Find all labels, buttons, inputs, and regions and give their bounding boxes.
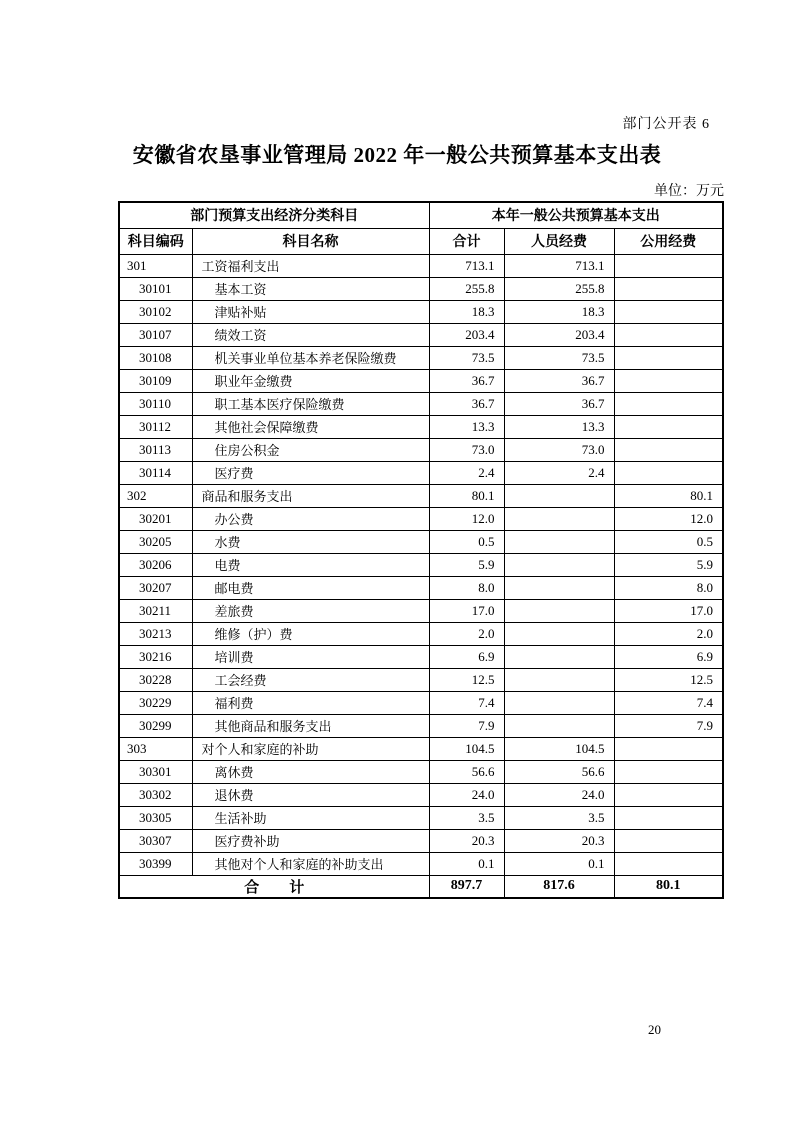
total-value-cell: 8.0 — [429, 576, 504, 599]
subject-name-cell: 办公费 — [192, 507, 429, 530]
public-value-cell — [614, 254, 723, 277]
public-value-cell — [614, 300, 723, 323]
personnel-value-cell: 56.6 — [504, 760, 614, 783]
total-value-cell: 73.5 — [429, 346, 504, 369]
total-value-cell: 7.4 — [429, 691, 504, 714]
personnel-value-cell: 20.3 — [504, 829, 614, 852]
table-row — [119, 806, 723, 829]
table-row — [119, 783, 723, 806]
table-row — [119, 300, 723, 323]
personnel-value-cell: 203.4 — [504, 323, 614, 346]
total-value-cell: 36.7 — [429, 369, 504, 392]
total-row — [119, 875, 723, 898]
subject-name-cell: 对个人和家庭的补助 — [192, 737, 429, 760]
budget-table — [118, 201, 724, 899]
subject-name-cell: 商品和服务支出 — [192, 484, 429, 507]
personnel-value-cell: 713.1 — [504, 254, 614, 277]
subject-code-cell: 30216 — [119, 645, 192, 668]
subject-name-cell: 医疗费补助 — [192, 829, 429, 852]
subject-code-cell: 30301 — [119, 760, 192, 783]
table-row — [119, 576, 723, 599]
subject-code-cell: 30110 — [119, 392, 192, 415]
total-value-cell: 713.1 — [429, 254, 504, 277]
total-value-cell: 18.3 — [429, 300, 504, 323]
public-value-cell: 0.5 — [614, 530, 723, 553]
total-value-cell: 20.3 — [429, 829, 504, 852]
subject-name-cell: 基本工资 — [192, 277, 429, 300]
public-value-cell: 12.0 — [614, 507, 723, 530]
table-row — [119, 714, 723, 737]
total-value-cell: 12.5 — [429, 668, 504, 691]
personnel-value-cell: 18.3 — [504, 300, 614, 323]
table-row — [119, 507, 723, 530]
col-header-total: 合计 — [429, 228, 504, 254]
subject-name-cell: 水费 — [192, 530, 429, 553]
subject-name-cell: 机关事业单位基本养老保险缴费 — [192, 346, 429, 369]
group-header-basic-expenditure: 本年一般公共预算基本支出 — [429, 202, 723, 228]
subject-code-cell: 30207 — [119, 576, 192, 599]
total-value-cell: 0.5 — [429, 530, 504, 553]
table-row — [119, 553, 723, 576]
table-row — [119, 461, 723, 484]
table-row — [119, 622, 723, 645]
subject-name-cell: 邮电费 — [192, 576, 429, 599]
subject-code-cell: 30213 — [119, 622, 192, 645]
total-value-cell: 12.0 — [429, 507, 504, 530]
public-value-cell — [614, 438, 723, 461]
total-value-cell: 255.8 — [429, 277, 504, 300]
total-row-total-value: 897.7 — [429, 875, 504, 898]
public-value-cell: 5.9 — [614, 553, 723, 576]
group-header-row — [119, 202, 723, 228]
public-value-cell — [614, 852, 723, 875]
column-header-row — [119, 228, 723, 254]
corner-table-label: 部门公开表 6 — [622, 117, 710, 132]
subject-name-cell: 其他商品和服务支出 — [192, 714, 429, 737]
subject-name-cell: 差旅费 — [192, 599, 429, 622]
public-value-cell — [614, 806, 723, 829]
public-value-cell — [614, 415, 723, 438]
col-header-subject-code: 科目编码 — [119, 228, 192, 254]
public-value-cell — [614, 783, 723, 806]
subject-name-cell: 工会经费 — [192, 668, 429, 691]
table-row — [119, 645, 723, 668]
subject-code-cell: 30201 — [119, 507, 192, 530]
public-value-cell: 8.0 — [614, 576, 723, 599]
personnel-value-cell — [504, 530, 614, 553]
subject-name-cell: 津贴补贴 — [192, 300, 429, 323]
subject-code-cell: 30205 — [119, 530, 192, 553]
subject-code-cell: 30228 — [119, 668, 192, 691]
personnel-value-cell — [504, 691, 614, 714]
personnel-value-cell: 3.5 — [504, 806, 614, 829]
table-row — [119, 668, 723, 691]
public-value-cell — [614, 369, 723, 392]
subject-code-cell: 30107 — [119, 323, 192, 346]
table-row — [119, 323, 723, 346]
subject-code-cell: 30302 — [119, 783, 192, 806]
unit-label: 单位：万元 — [654, 184, 724, 199]
subject-name-cell: 生活补助 — [192, 806, 429, 829]
personnel-value-cell: 24.0 — [504, 783, 614, 806]
table-row — [119, 691, 723, 714]
subject-code-cell: 30102 — [119, 300, 192, 323]
subject-code-cell: 30299 — [119, 714, 192, 737]
personnel-value-cell — [504, 576, 614, 599]
public-value-cell — [614, 277, 723, 300]
table-row — [119, 277, 723, 300]
subject-name-cell: 福利费 — [192, 691, 429, 714]
subject-code-cell: 303 — [119, 737, 192, 760]
personnel-value-cell — [504, 484, 614, 507]
personnel-value-cell — [504, 714, 614, 737]
total-value-cell: 6.9 — [429, 645, 504, 668]
personnel-value-cell: 13.3 — [504, 415, 614, 438]
table-row — [119, 484, 723, 507]
subject-code-cell: 30108 — [119, 346, 192, 369]
subject-code-cell: 302 — [119, 484, 192, 507]
subject-code-cell: 30305 — [119, 806, 192, 829]
total-value-cell: 0.1 — [429, 852, 504, 875]
total-value-cell: 3.5 — [429, 806, 504, 829]
table-row — [119, 599, 723, 622]
subject-name-cell: 工资福利支出 — [192, 254, 429, 277]
total-value-cell: 104.5 — [429, 737, 504, 760]
personnel-value-cell: 36.7 — [504, 392, 614, 415]
total-value-cell: 203.4 — [429, 323, 504, 346]
public-value-cell — [614, 346, 723, 369]
table-row — [119, 737, 723, 760]
total-value-cell: 2.0 — [429, 622, 504, 645]
table-row — [119, 346, 723, 369]
subject-name-cell: 医疗费 — [192, 461, 429, 484]
personnel-value-cell: 36.7 — [504, 369, 614, 392]
table-row — [119, 829, 723, 852]
subject-code-cell: 30229 — [119, 691, 192, 714]
personnel-value-cell — [504, 645, 614, 668]
personnel-value-cell — [504, 553, 614, 576]
table-row — [119, 438, 723, 461]
total-row-public-value: 80.1 — [614, 875, 723, 898]
public-value-cell: 2.0 — [614, 622, 723, 645]
subject-code-cell: 30114 — [119, 461, 192, 484]
subject-code-cell: 30113 — [119, 438, 192, 461]
total-value-cell: 36.7 — [429, 392, 504, 415]
public-value-cell: 6.9 — [614, 645, 723, 668]
table-row — [119, 254, 723, 277]
col-header-personnel-funds: 人员经费 — [504, 228, 614, 254]
subject-code-cell: 30307 — [119, 829, 192, 852]
subject-code-cell: 30211 — [119, 599, 192, 622]
personnel-value-cell — [504, 599, 614, 622]
table-body — [119, 254, 723, 898]
public-value-cell — [614, 461, 723, 484]
total-value-cell: 13.3 — [429, 415, 504, 438]
total-value-cell: 7.9 — [429, 714, 504, 737]
subject-code-cell: 30101 — [119, 277, 192, 300]
subject-name-cell: 其他对个人和家庭的补助支出 — [192, 852, 429, 875]
table-row — [119, 530, 723, 553]
public-value-cell: 7.9 — [614, 714, 723, 737]
personnel-value-cell — [504, 622, 614, 645]
page-number: 20 — [648, 1022, 661, 1037]
personnel-value-cell: 255.8 — [504, 277, 614, 300]
subject-name-cell: 电费 — [192, 553, 429, 576]
subject-name-cell: 培训费 — [192, 645, 429, 668]
page-title: 安徽省农垦事业管理局 2022 年一般公共预算基本支出表 — [132, 143, 662, 167]
col-header-public-funds: 公用经费 — [614, 228, 723, 254]
personnel-value-cell: 73.0 — [504, 438, 614, 461]
personnel-value-cell — [504, 507, 614, 530]
table-row — [119, 392, 723, 415]
public-value-cell: 17.0 — [614, 599, 723, 622]
total-value-cell: 73.0 — [429, 438, 504, 461]
subject-name-cell: 维修（护）费 — [192, 622, 429, 645]
public-value-cell — [614, 760, 723, 783]
public-value-cell — [614, 829, 723, 852]
subject-name-cell: 职业年金缴费 — [192, 369, 429, 392]
subject-code-cell: 301 — [119, 254, 192, 277]
personnel-value-cell — [504, 668, 614, 691]
total-value-cell: 56.6 — [429, 760, 504, 783]
total-row-personnel-value: 817.6 — [504, 875, 614, 898]
public-value-cell: 80.1 — [614, 484, 723, 507]
total-value-cell: 80.1 — [429, 484, 504, 507]
subject-code-cell: 30399 — [119, 852, 192, 875]
total-value-cell: 17.0 — [429, 599, 504, 622]
subject-code-cell: 30206 — [119, 553, 192, 576]
subject-name-cell: 离休费 — [192, 760, 429, 783]
group-header-classification: 部门预算支出经济分类科目 — [119, 202, 429, 228]
subject-name-cell: 退休费 — [192, 783, 429, 806]
table-row — [119, 369, 723, 392]
subject-name-cell: 绩效工资 — [192, 323, 429, 346]
personnel-value-cell: 104.5 — [504, 737, 614, 760]
total-value-cell: 24.0 — [429, 783, 504, 806]
table-row — [119, 415, 723, 438]
personnel-value-cell: 2.4 — [504, 461, 614, 484]
total-value-cell: 2.4 — [429, 461, 504, 484]
personnel-value-cell: 0.1 — [504, 852, 614, 875]
public-value-cell — [614, 323, 723, 346]
subject-name-cell: 职工基本医疗保险缴费 — [192, 392, 429, 415]
budget-table-container — [118, 201, 724, 899]
subject-code-cell: 30112 — [119, 415, 192, 438]
public-value-cell: 7.4 — [614, 691, 723, 714]
subject-name-cell: 住房公积金 — [192, 438, 429, 461]
public-value-cell: 12.5 — [614, 668, 723, 691]
personnel-value-cell: 73.5 — [504, 346, 614, 369]
total-value-cell: 5.9 — [429, 553, 504, 576]
subject-name-cell: 其他社会保障缴费 — [192, 415, 429, 438]
table-row — [119, 760, 723, 783]
total-row-label: 合 计 — [119, 875, 429, 898]
public-value-cell — [614, 737, 723, 760]
subject-code-cell: 30109 — [119, 369, 192, 392]
col-header-subject-name: 科目名称 — [192, 228, 429, 254]
table-row — [119, 852, 723, 875]
public-value-cell — [614, 392, 723, 415]
